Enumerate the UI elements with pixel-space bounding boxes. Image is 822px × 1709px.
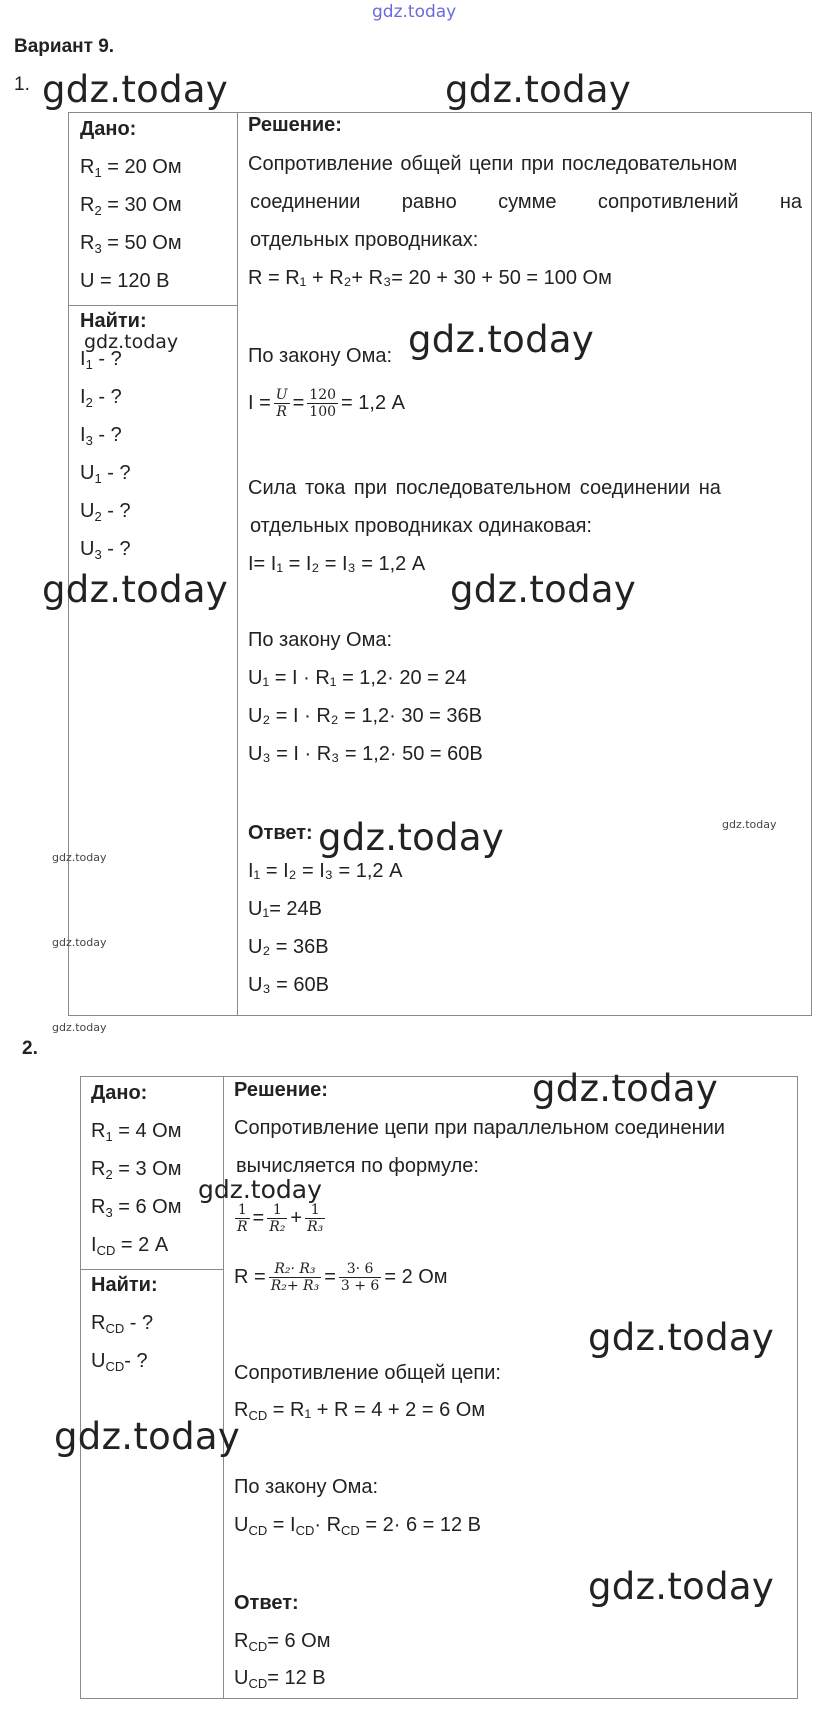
- task1-given-item: $R_3 = 50$ Ом: [80, 232, 182, 256]
- task1-find-item: $I_2$ - ?: [80, 386, 122, 410]
- watermark: gdz.today: [42, 568, 229, 611]
- task2-given-item: $R_1 = 4$ Ом: [91, 1120, 182, 1144]
- watermark: gdz.today: [588, 1565, 775, 1608]
- task2-p2: Сопротивление общей цепи:: [234, 1362, 501, 1384]
- watermark: gdz.today: [52, 936, 107, 949]
- task1-table-right: [811, 112, 812, 1016]
- task2-formula-resistance: R = $\frac{\text{R₂· R₃}}{\text{R₂+ R₃}}$ = $\frac{3\cdot 6}{3 + 6}$ = 2 Ом: [234, 1260, 448, 1294]
- task2-find-list: [91, 1306, 158, 1382]
- task2-number: 2.: [22, 1038, 38, 1059]
- task2-table-bottom: [80, 1698, 798, 1699]
- watermark: gdz.today: [445, 68, 632, 111]
- task1-table-left: [68, 112, 69, 1016]
- task1-ohm-label-1: По закону Ома:: [248, 345, 393, 367]
- task1-formula-current: I = $\frac{U}{R}$ = $\frac{120}{100}$ = 1,2 А: [248, 386, 405, 420]
- task2-formula-total: $R_{CD} = R_1 + R = 4 + 2 = 6$ Ом: [234, 1399, 486, 1423]
- task2-find-item: $U_{CD}-$ ?: [91, 1350, 148, 1374]
- task1-answer-2: U₁= 24В: [248, 898, 323, 920]
- watermark: gdz.today: [84, 331, 179, 353]
- task1-answer-1: I₁ = I₂ = I₃ = 1,2 А: [248, 860, 403, 882]
- task1-given-title: Дано:: [80, 118, 137, 140]
- task2-given: [91, 1076, 181, 1266]
- watermark: gdz.today: [198, 1175, 322, 1204]
- watermark: gdz.today: [408, 318, 595, 361]
- task1-table-divider: [237, 112, 238, 1016]
- task2-find-title: Найти:: [91, 1274, 158, 1296]
- watermark: gdz.today: [52, 1021, 107, 1034]
- site-header-link[interactable]: gdz.today: [372, 2, 457, 22]
- task1-formula-u3: U₃ = I · R₃ = 1,2· 50 = 60В: [248, 743, 483, 765]
- watermark: gdz.today: [722, 818, 777, 831]
- task1-find-item: $U_2$ - ?: [80, 500, 131, 524]
- task2-table-right: [797, 1076, 798, 1699]
- variant-title: Вариант 9.: [14, 36, 115, 57]
- task1-p2-line1: Сила тока при последовательном соединении на: [248, 477, 721, 499]
- task1-formula-u2: U₂ = I · R₂ = 1,2· 30 = 36В: [248, 705, 482, 727]
- task1-find-item: $U_1$ - ?: [80, 462, 131, 486]
- task2-formula-voltage: $U_{CD} = I_{CD}\cdot R_{CD} = 2\cdot 6 = 12$ В: [234, 1514, 482, 1538]
- task2-find: [91, 1268, 158, 1382]
- task2-find-item: $R_{CD}$ - ?: [91, 1312, 154, 1336]
- task1-p2-line2: отдельных проводниках одинаковая:: [250, 515, 592, 537]
- task2-given-title: Дано:: [91, 1082, 148, 1104]
- task2-given-list: [91, 1114, 181, 1266]
- task2-table-divider: [223, 1076, 224, 1699]
- task2-p1-line1: Сопротивление цепи при параллельном соединении: [234, 1117, 725, 1139]
- task1-find-item: $I_3$ - ?: [80, 424, 122, 448]
- task1-given-item: $R_1 = 20$ Ом: [80, 156, 182, 180]
- task1-given: [80, 112, 182, 302]
- task2-given-item: $R_3 = 6$ Ом: [91, 1196, 182, 1220]
- task1-ohm-label-2: По закону Ома:: [248, 629, 393, 651]
- watermark: gdz.today: [532, 1067, 719, 1110]
- task1-answer-4: U₃ = 60В: [248, 974, 329, 996]
- task1-given-item: U = 120 В: [80, 270, 170, 292]
- task1-find-item: $U_3$ - ?: [80, 538, 131, 562]
- watermark: gdz.today: [588, 1316, 775, 1359]
- task2-given-item: $I_{CD} = 2$ А: [91, 1234, 169, 1258]
- task1-table-bottom: [68, 1015, 812, 1016]
- task1-given-item: $R_2 = 30$ Ом: [80, 194, 182, 218]
- watermark: gdz.today: [42, 68, 229, 111]
- task2-answer-title: Ответ:: [234, 1592, 299, 1614]
- task1-answer-title: Ответ:: [248, 822, 313, 844]
- task2-p1-line2: вычисляется по формуле:: [236, 1155, 479, 1177]
- task1-formula-equal-current: I= I₁ = I₂ = I₃ = 1,2 А: [248, 553, 426, 575]
- task2-answer-2: $U_{CD}= 12$ В: [234, 1667, 326, 1691]
- task2-given-item: $R_2 = 3$ Ом: [91, 1158, 182, 1182]
- task1-find-list: [80, 342, 147, 570]
- task1-p1-line3: отдельных проводниках:: [250, 229, 479, 251]
- task2-ohm-label: По закону Ома:: [234, 1476, 379, 1498]
- task1-p1-line2: соединении равно сумме сопротивлений на: [250, 191, 802, 213]
- task1-formula-total-resistance: R = R₁ + R₂+ R₃= 20 + 30 + 50 = 100 Ом: [248, 267, 612, 289]
- watermark: gdz.today: [54, 1415, 241, 1458]
- task1-number: 1.: [14, 74, 30, 95]
- task1-find-item: $I_1$ - ?: [80, 348, 122, 372]
- task2-formula-parallel: $\frac{1}{R}$ = $\frac{1}{\text{R₂}}$ + $\frac{1}{\text{R₃}}$: [237, 1201, 324, 1235]
- task1-find-title: Найти:: [80, 310, 147, 332]
- watermark: gdz.today: [318, 816, 505, 859]
- task2-answer-1: $R_{CD}= 6$ Ом: [234, 1630, 331, 1654]
- watermark: gdz.today: [52, 851, 107, 864]
- task1-formula-u1: U₁ = I · R₁ = 1,2· 20 = 24: [248, 667, 467, 689]
- task1-given-list: [80, 150, 182, 302]
- task2-solution-title: Решение:: [234, 1079, 328, 1101]
- task2-table-left: [80, 1076, 81, 1699]
- watermark: gdz.today: [450, 568, 637, 611]
- task1-solution-title: Решение:: [248, 114, 342, 136]
- task1-p1-line1: Сопротивление общей цепи при последовательном: [248, 153, 738, 175]
- task1-answer-3: U₂ = 36В: [248, 936, 329, 958]
